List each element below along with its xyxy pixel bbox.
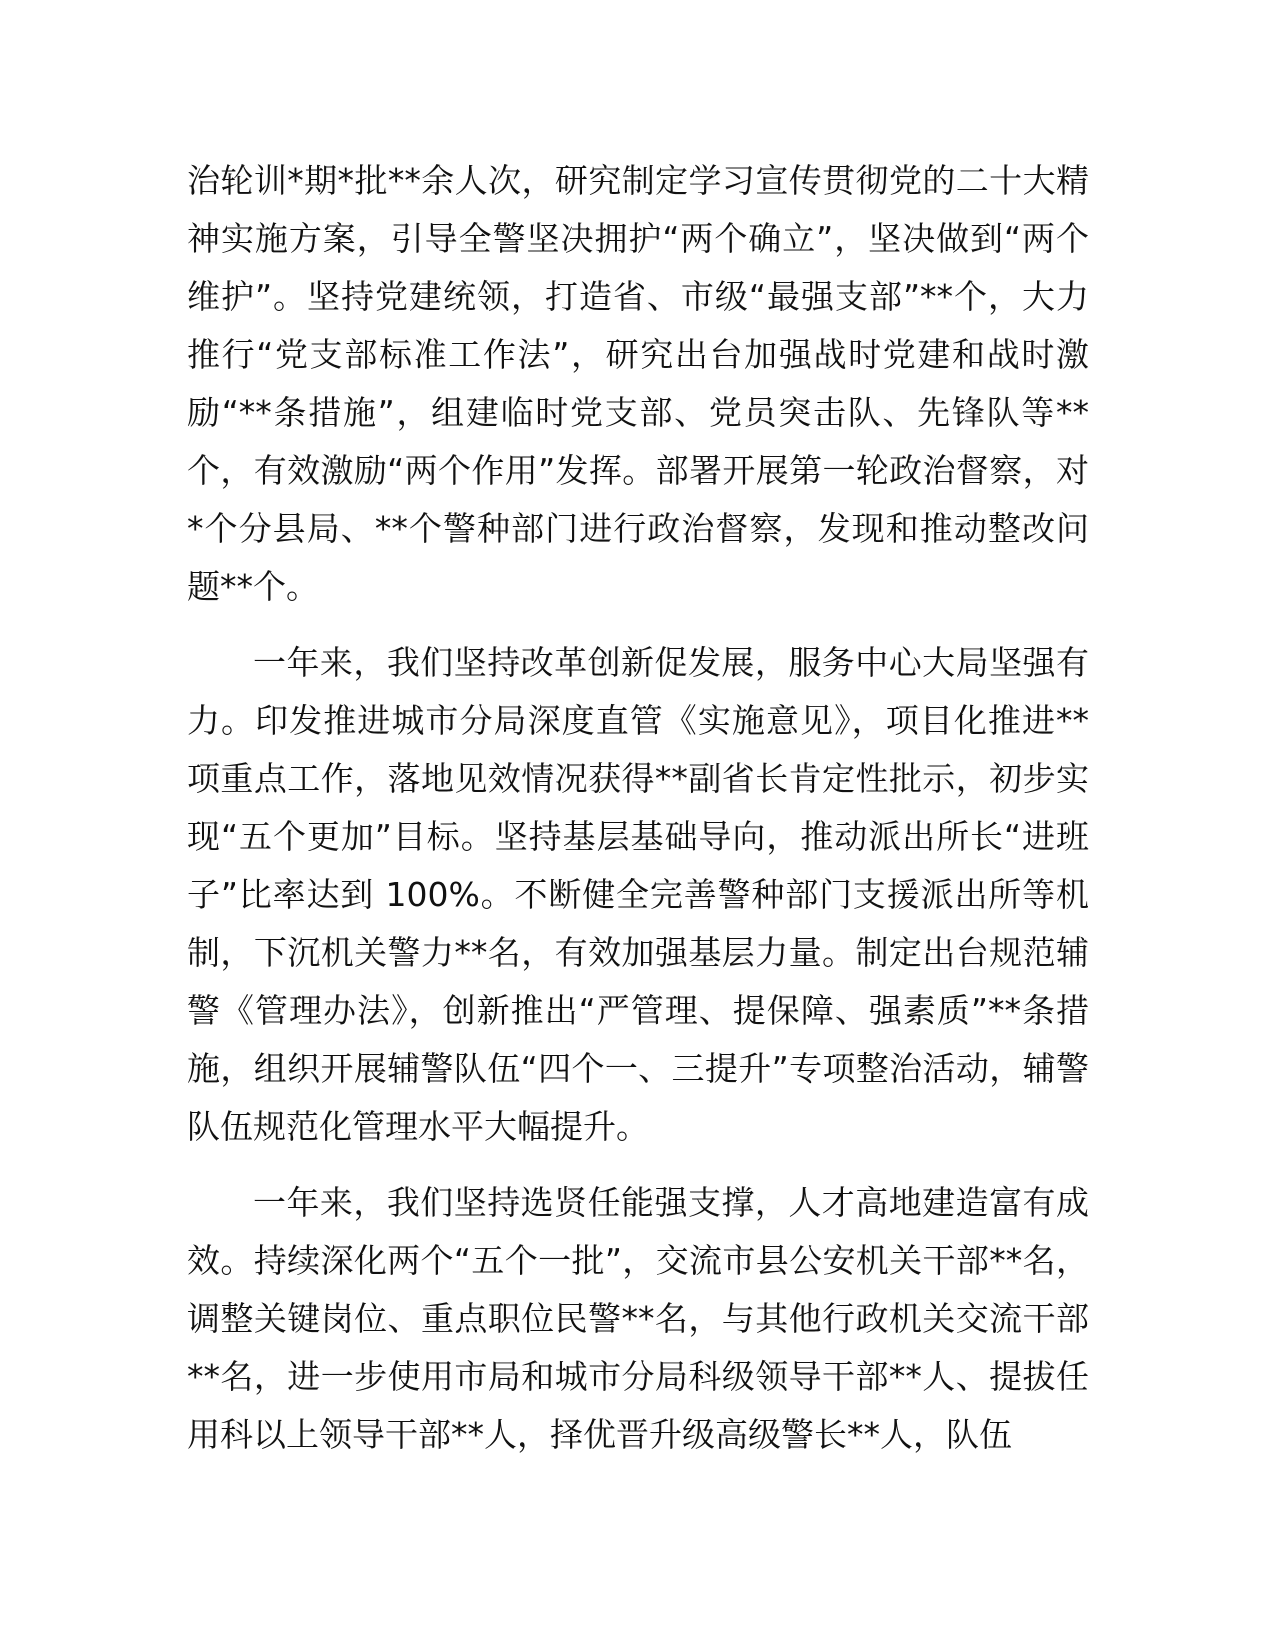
paragraph-3: 一年来，我们坚持选贤任能强支撑，人才高地建造富有成效。持续深化两个“五个一批”，交流市县公安机关干部**名，调整关键岗位、重点职位民警**名，与其他行政机关交流干部**名，进一步使用市局和城市分局科级领导干部**人、提拔任用科以上领导干部**人，择优晋升级高级警长**人，队伍 — [187, 1183, 1089, 1454]
paragraph-1: 治轮训*期*批**余人次，研究制定学习宣传贯彻党的二十大精神实施方案，引导全警坚决拥护“两个确立”，坚决做到“两个维护”。坚持党建统领，打造省、市级“最强支部”**个，大力推行“党支部标准工作法”，研究出台加强战时党建和战时激励“**条措施”，组建临时党支部、党员突击队、先锋队等**个，有效激励“两个作用”发挥。部署开展第一轮政治督察，对*个分县局、**个警种部门进行政治督察，发现和推动整改问题**个。 — [187, 161, 1089, 606]
document-body — [187, 152, 1089, 1482]
paragraph-2: 一年来，我们坚持改革创新促发展，服务中心大局坚强有力。印发推进城市分局深度直管《实施意见》，项目化推进**项重点工作，落地见效情况获得**副省长肯定性批示，初步实现“五个更加”目标。坚持基层基础导向，推动派出所长“进班子”比率达到 100%。不断健全完善警种部门支援派出所等机制，下沉机关警力**名，有效加强基层力量。制定出台规范辅警《管理办法》，创新推出“严管理、提保障、强素质”**条措施，组织开展辅警队伍“四个一、三提升”专项整治活动，辅警队伍规范化管理水平大幅提升。 — [187, 643, 1089, 1146]
